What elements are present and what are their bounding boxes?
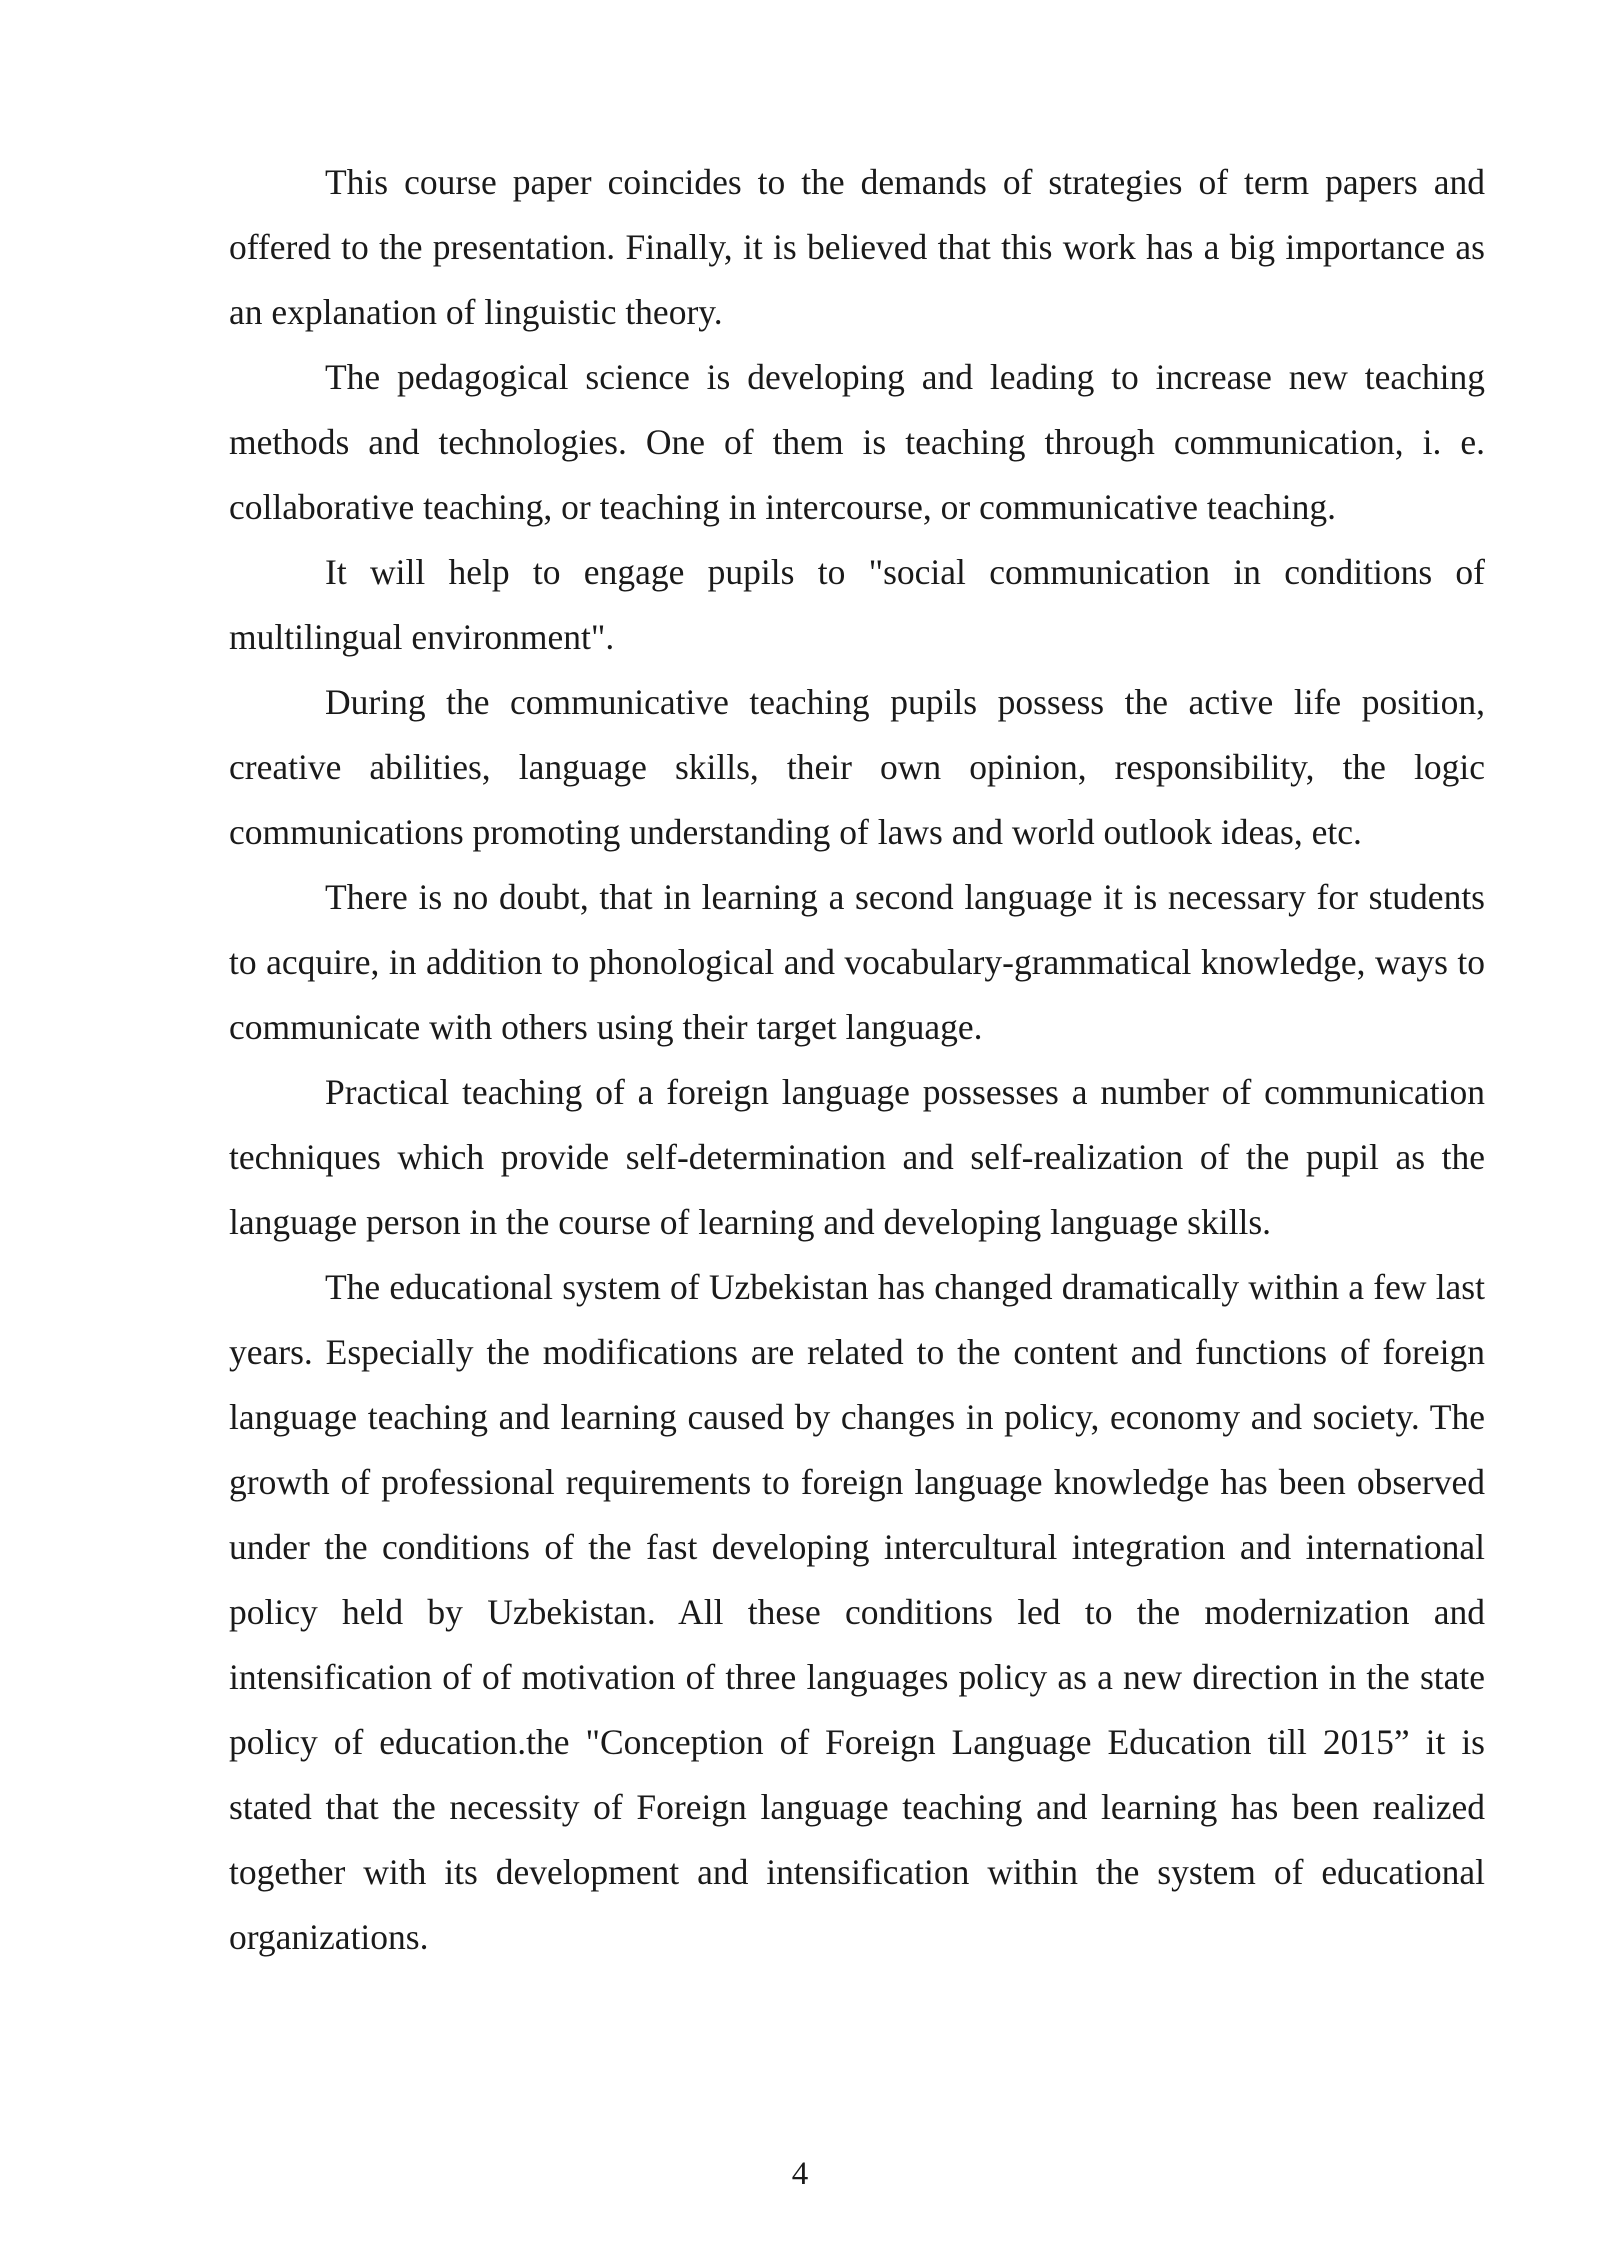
- paragraph: The educational system of Uzbekistan has changed dramatically within a few last years. Especially the modifications are related to the content and functions of foreign language teaching and learning caused by changes in policy, economy and society. The growth of professional requirements to foreign language knowledge has been observed under the conditions of the fast developing intercultural integration and international policy held by Uzbekistan. All these conditions led to the modernization and intensification of of motivation of three languages policy as a new direction in the state policy of education.the "Conception of Foreign Language Education till 2015” it is stated that the necessity of Foreign language teaching and learning has been realized together with its development and intensification within the system of educational organizations.: [229, 1267, 1485, 1957]
- page-number: 4: [791, 2156, 809, 2192]
- paragraph: This course paper coincides to the demands of strategies of term papers and offered to the presentation. Finally, it is believed that this work has a big importance as an explanation of linguistic theory.: [229, 162, 1485, 332]
- paragraph: During the communicative teaching pupils possess the active life position, creative abilities, language skills, their own opinion, responsibility, the logic communications promoting understanding of laws and world outlook ideas, etc.: [229, 682, 1485, 852]
- paragraph: There is no doubt, that in learning a second language it is necessary for students to acquire, in addition to phonological and vocabulary-grammatical knowledge, ways to communicate with others using their target language.: [229, 877, 1485, 1047]
- paragraph: It will help to engage pupils to "social communication in conditions of multilingual environment".: [229, 552, 1485, 657]
- paragraph: The pedagogical science is developing and leading to increase new teaching methods and technologies. One of them is teaching through communication, i. e. collaborative teaching, or teaching in intercourse, or communicative teaching.: [229, 357, 1485, 527]
- paragraph: Practical teaching of a foreign language possesses a number of communication techniques which provide self-determination and self-realization of the pupil as the language person in the course of learning and developing language skills.: [229, 1072, 1485, 1242]
- document-body: [229, 150, 1485, 1970]
